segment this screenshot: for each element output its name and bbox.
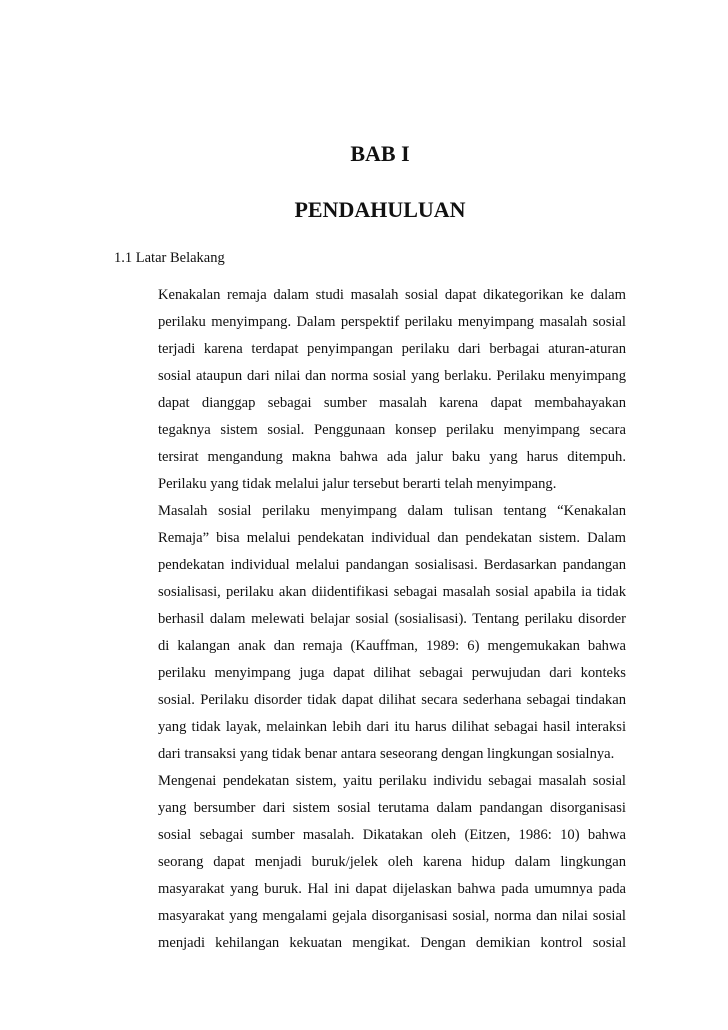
text-line: berhasil dalam melewati belajar sosial (sosialisasi). Tentang perilaku disorder [158,611,626,627]
text-line: sosialisasi, perilaku akan diidentifikasi sebagai masalah sosial apabila ia tidak [158,584,626,600]
text-line: masyarakat yang mengalami gejala disorganisasi sosial, norma dan nilai sosial [158,908,626,924]
text-line: yang tidak layak, melainkan lebih dari itu harus dilihat sebagai hasil interaksi [158,719,626,735]
text-line: menjadi kehilangan kekuatan mengikat. Dengan demikian kontrol sosial [158,935,626,951]
text-line: Mengenai pendekatan sistem, yaitu perilaku individu sebagai masalah sosial [158,773,626,789]
text-line: yang bersumber dari sistem sosial terutama dalam pandangan disorganisasi [158,800,626,816]
chapter-number: BAB I [350,141,410,166]
text-line: seorang dapat menjadi buruk/jelek oleh karena hidup dalam lingkungan [158,854,626,870]
text-line: Perilaku yang tidak melalui jalur tersebut berarti telah menyimpang. [158,476,557,492]
text-line: di kalangan anak dan remaja (Kauffman, 1989: 6) mengemukakan bahwa [158,638,626,654]
text-line: terjadi karena terdapat penyimpangan perilaku dari berbagai aturan-aturan [158,341,626,357]
text-line: Masalah sosial perilaku menyimpang dalam tulisan tentang “Kenakalan [158,503,626,519]
text-line: dapat dianggap sebagai sumber masalah karena dapat membahayakan [158,395,626,411]
paragraph [158,283,626,499]
text-line: pendekatan individual melalui pandangan sosialisasi. Berdasarkan pandangan [158,557,626,573]
body-text [158,283,626,958]
text-line: masyarakat yang buruk. Hal ini dapat dijelaskan bahwa pada umumnya pada [158,881,626,897]
text-line: Kenakalan remaja dalam studi masalah sosial dapat dikategorikan ke dalam [158,287,626,303]
text-line: perilaku menyimpang juga dapat dilihat sebagai perwujudan dari konteks [158,665,626,681]
text-line: tersirat mengandung makna bahwa ada jalur baku yang harus ditempuh. [158,449,626,465]
text-line: sosial sebagai sumber masalah. Dikatakan oleh (Eitzen, 1986: 10) bahwa [158,827,626,843]
paragraph [158,769,626,958]
text-line: dari transaksi yang tidak benar antara seseorang dengan lingkungan sosialnya. [158,746,615,762]
text-line: perilaku menyimpang. Dalam perspektif perilaku menyimpang masalah sosial [158,314,626,330]
text-line: Remaja” bisa melalui pendekatan individual dan pendekatan sistem. Dalam [158,530,626,546]
text-line: sosial. Perilaku disorder tidak dapat dilihat secara sederhana sebagai tindakan [158,692,626,708]
paragraph [158,499,626,769]
chapter-title: PENDAHULUAN [294,197,466,222]
text-line: sosial ataupun dari nilai dan norma sosial yang berlaku. Perilaku menyimpang [158,368,626,384]
text-line: tegaknya sistem sosial. Penggunaan konsep perilaku menyimpang secara [158,422,626,438]
section-heading: 1.1 Latar Belakang [114,250,225,266]
